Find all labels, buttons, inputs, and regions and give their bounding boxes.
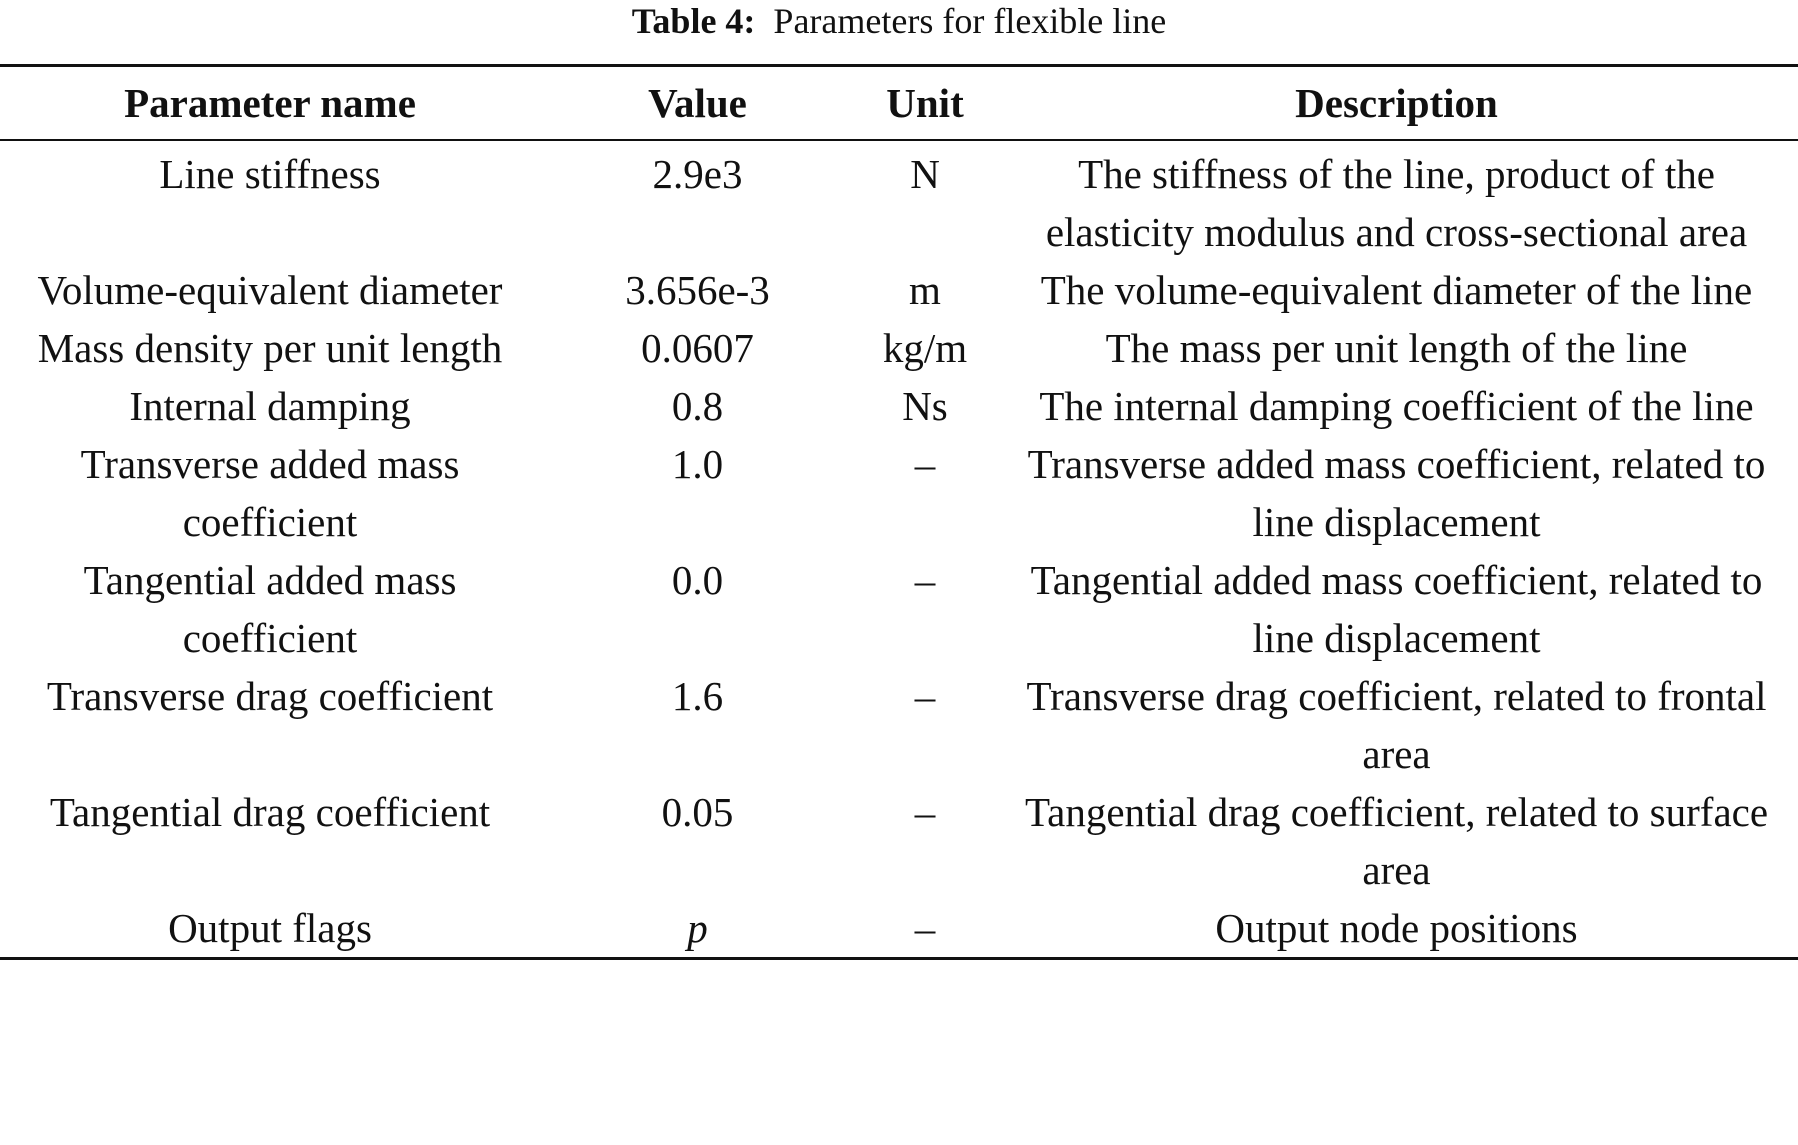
cell-unit: – (914, 557, 936, 603)
cell-value: 2.9e3 (652, 151, 743, 197)
header-value: Value (648, 80, 747, 126)
table-row (0, 140, 1798, 261)
table-row (0, 783, 1798, 899)
table-caption (0, 0, 1798, 42)
cell-parameter-name: Mass density per unit length (37, 325, 503, 371)
cell-value: 1.0 (671, 441, 724, 487)
cell-description: The stiffness of the line, product of the elasticity modulus and cross-sectional area (1045, 151, 1748, 255)
table-header-row (0, 66, 1798, 141)
cell-value: 0.05 (661, 789, 734, 835)
table-row (0, 377, 1798, 435)
table-row (0, 551, 1798, 667)
cell-description: Transverse drag coefficient, related to frontal area (1026, 673, 1767, 777)
cell-parameter-name: Output flags (168, 905, 372, 951)
cell-unit: – (914, 673, 936, 719)
table-caption-text: Parameters for flexible line (773, 1, 1167, 41)
cell-parameter-name: Tangential drag coefficient (49, 789, 491, 835)
table-row (0, 261, 1798, 319)
cell-description: Output node positions (1215, 905, 1578, 951)
cell-unit: – (914, 905, 936, 951)
cell-value: 0.0607 (641, 325, 754, 371)
parameters-table (0, 64, 1798, 960)
cell-description: The internal damping coefficient of the line (1039, 383, 1754, 429)
cell-unit: kg/m (882, 325, 968, 371)
table-row (0, 319, 1798, 377)
cell-value: 3.656e-3 (625, 267, 770, 313)
cell-value: p (687, 905, 708, 951)
cell-value: 0.0 (671, 557, 724, 603)
table-row (0, 435, 1798, 551)
cell-parameter-name: Line stiffness (159, 151, 381, 197)
cell-description: Tangential drag coefficient, related to surface area (1024, 789, 1769, 893)
cell-parameter-name: Tangential added mass coefficient (83, 557, 457, 661)
cell-value: 0.8 (671, 383, 724, 429)
cell-unit: – (914, 441, 936, 487)
header-parameter-name: Parameter name (124, 80, 416, 126)
table-row (0, 899, 1798, 959)
cell-description: Transverse added mass coefficient, related to line displacement (1027, 441, 1766, 545)
cell-unit: – (914, 789, 936, 835)
cell-unit: Ns (902, 383, 948, 429)
table-row (0, 667, 1798, 783)
cell-value: 1.6 (671, 673, 724, 719)
header-unit: Unit (886, 80, 964, 126)
cell-description: The mass per unit length of the line (1105, 325, 1688, 371)
cell-parameter-name: Internal damping (129, 383, 411, 429)
cell-description: Tangential added mass coefficient, related to line displacement (1030, 557, 1763, 661)
header-description: Description (1295, 80, 1498, 126)
cell-description: The volume-equivalent diameter of the line (1040, 267, 1753, 313)
table-caption-label: Table 4: (631, 1, 756, 41)
cell-unit: N (910, 151, 940, 197)
cell-unit: m (909, 267, 941, 313)
cell-parameter-name: Transverse drag coefficient (46, 673, 494, 719)
cell-parameter-name: Volume-equivalent diameter (37, 267, 503, 313)
cell-parameter-name: Transverse added mass coefficient (80, 441, 460, 545)
